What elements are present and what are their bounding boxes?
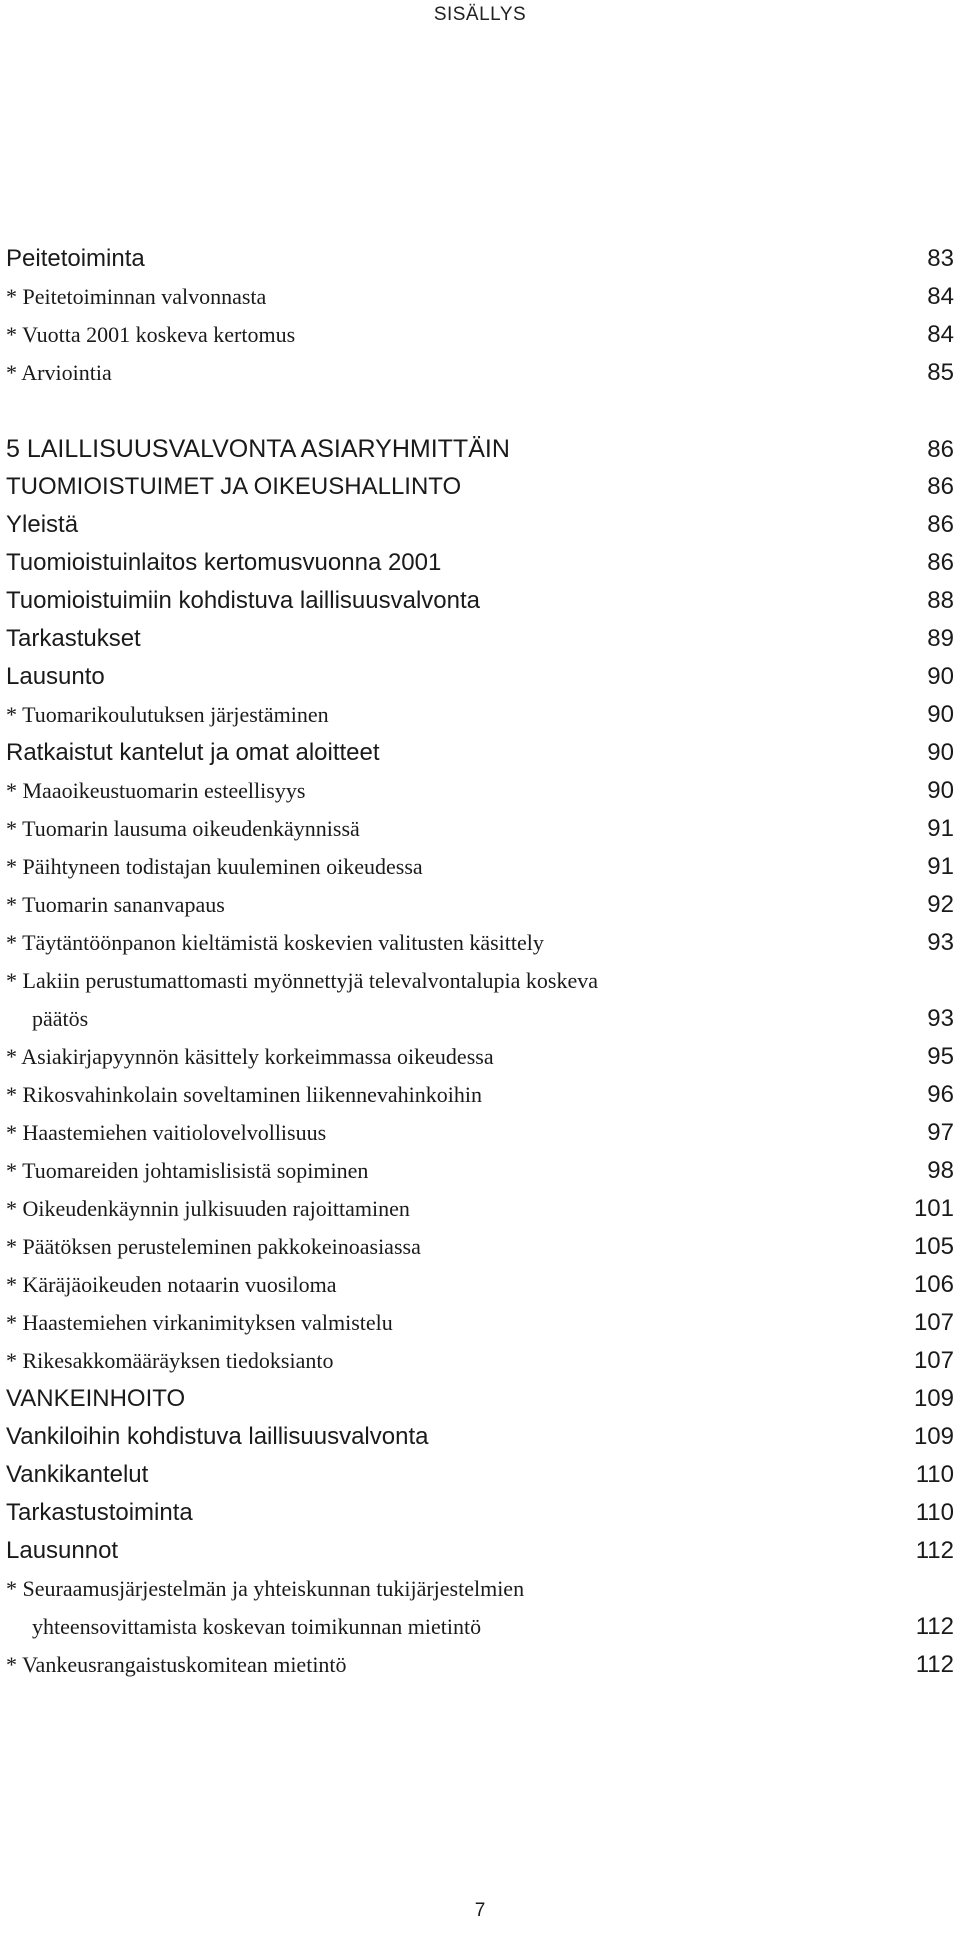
- toc-entry-label: * Maaoikeustuomarin esteellisyys: [6, 778, 306, 803]
- toc-entry-label: * Vuotta 2001 koskeva kertomus: [6, 322, 296, 347]
- toc-entry-label: 5 LAILLISUUSVALVONTA ASIARYHMITTÄIN: [6, 435, 510, 463]
- toc-entry[interactable]: [6, 924, 954, 962]
- toc-entry-page: 93: [927, 1005, 954, 1032]
- toc-entry[interactable]: [6, 506, 954, 544]
- toc-entry[interactable]: [6, 1342, 954, 1380]
- table-of-contents: [6, 240, 954, 1684]
- toc-entry[interactable]: [6, 1304, 954, 1342]
- toc-entry-page: 91: [927, 815, 954, 842]
- toc-entry[interactable]: [6, 240, 954, 278]
- toc-entry[interactable]: [6, 354, 954, 392]
- toc-entry-label: * Tuomareiden johtamislisistä sopiminen: [6, 1158, 369, 1183]
- toc-entry[interactable]: [6, 1570, 954, 1646]
- toc-entry-page: 112: [915, 1537, 954, 1564]
- toc-entry-page: 86: [927, 436, 954, 463]
- toc-entry[interactable]: [6, 1646, 954, 1684]
- toc-entry-label: * Seuraamusjärjestelmän ja yhteiskunnan tukijärjestelmien: [6, 1576, 525, 1601]
- toc-entry-page: 109: [913, 1385, 954, 1412]
- toc-entry-page: 92: [927, 891, 954, 918]
- toc-entry[interactable]: [6, 316, 954, 354]
- toc-entry-page: 110: [915, 1461, 954, 1488]
- toc-entry-page: 95: [927, 1043, 954, 1070]
- toc-entry-label: Vankiloihin kohdistuva laillisuusvalvonta: [6, 1423, 429, 1450]
- toc-entry-label: Tuomioistuimiin kohdistuva laillisuusvalvonta: [6, 587, 480, 614]
- toc-entry-label: * Peitetoiminnan valvonnasta: [6, 284, 267, 309]
- toc-entry-label-continued: päätös: [32, 1006, 89, 1031]
- toc-entry[interactable]: [6, 468, 954, 506]
- toc-entry-page: 84: [927, 321, 954, 348]
- toc-entry-label-continued: yhteensovittamista koskevan toimikunnan mietintö: [32, 1614, 482, 1639]
- toc-entry-label: Peitetoiminta: [6, 245, 145, 272]
- toc-entry-label: * Oikeudenkäynnin julkisuuden rajoittaminen: [6, 1196, 410, 1221]
- toc-entry[interactable]: [6, 848, 954, 886]
- toc-entry-label: * Arviointia: [6, 360, 112, 385]
- toc-entry-label: * Käräjäoikeuden notaarin vuosiloma: [6, 1272, 337, 1297]
- toc-entry-label: * Rikesakkomääräyksen tiedoksianto: [6, 1348, 334, 1373]
- toc-entry[interactable]: [6, 1266, 954, 1304]
- toc-entry-label: Tarkastustoiminta: [6, 1499, 193, 1526]
- toc-entry-page: 86: [927, 549, 954, 576]
- toc-entry[interactable]: [6, 1114, 954, 1152]
- toc-entry[interactable]: [6, 772, 954, 810]
- toc-entry[interactable]: [6, 1532, 954, 1570]
- toc-entry[interactable]: [6, 1418, 954, 1456]
- page-number: 7: [474, 1900, 486, 1921]
- toc-entry-page: 101: [913, 1195, 954, 1222]
- toc-entry-page: 90: [927, 739, 954, 766]
- toc-entry-label: Lausunto: [6, 663, 105, 690]
- toc-entry-label: Lausunnot: [6, 1537, 119, 1564]
- toc-entry[interactable]: [6, 1038, 954, 1076]
- toc-entry-page: 86: [927, 473, 954, 500]
- toc-entry-page: 106: [913, 1271, 954, 1298]
- toc-entry-page: 96: [927, 1081, 954, 1108]
- toc-entry-label: * Täytäntöönpanon kieltämistä koskevien valitusten käsittely: [6, 930, 544, 955]
- toc-entry-page: 86: [927, 511, 954, 538]
- toc-entry-label: * Asiakirjapyynnön käsittely korkeimmassa oikeudessa: [6, 1044, 494, 1069]
- toc-entry[interactable]: [6, 1494, 954, 1532]
- toc-entry[interactable]: [6, 658, 954, 696]
- toc-entry-page: 107: [913, 1309, 954, 1336]
- toc-entry-label: Yleistä: [6, 511, 79, 538]
- toc-entry-page: 97: [927, 1119, 954, 1146]
- toc-entry[interactable]: [6, 1190, 954, 1228]
- toc-entry-label: * Tuomarin sananvapaus: [6, 892, 225, 917]
- toc-entry[interactable]: [6, 886, 954, 924]
- toc-entry-page: 90: [927, 701, 954, 728]
- toc-entry-page: 88: [927, 587, 954, 614]
- toc-entry[interactable]: [6, 696, 954, 734]
- toc-entry[interactable]: [6, 278, 954, 316]
- toc-entry-page: 91: [927, 853, 954, 880]
- toc-entry[interactable]: [6, 1228, 954, 1266]
- toc-entry-page: 83: [927, 245, 954, 272]
- toc-entry-page: 93: [927, 929, 954, 956]
- toc-entry-label: * Haastemiehen virkanimityksen valmistelu: [6, 1310, 393, 1335]
- toc-entry-page: 90: [927, 777, 954, 804]
- page-footer: [0, 1900, 960, 1922]
- toc-entry-page: 105: [913, 1233, 954, 1260]
- toc-entry-page: 89: [927, 625, 954, 652]
- toc-entry-page: 98: [927, 1157, 954, 1184]
- toc-entry-label: Tuomioistuinlaitos kertomusvuonna 2001: [6, 549, 442, 576]
- toc-entry-page: 112: [915, 1651, 954, 1678]
- toc-entry-page: 109: [913, 1423, 954, 1450]
- toc-entry-page: 107: [913, 1347, 954, 1374]
- toc-entry-label: Vankikantelut: [6, 1461, 149, 1488]
- toc-entry[interactable]: [6, 734, 954, 772]
- toc-entry[interactable]: [6, 1456, 954, 1494]
- toc-entry-label: * Päihtyneen todistajan kuuleminen oikeudessa: [6, 854, 423, 879]
- toc-entry-page: 90: [927, 663, 954, 690]
- toc-entry[interactable]: [6, 962, 954, 1038]
- toc-entry-label: * Päätöksen perusteleminen pakkokeinoasiassa: [6, 1234, 421, 1259]
- toc-entry-label: Ratkaistut kantelut ja omat aloitteet: [6, 739, 380, 766]
- toc-entry[interactable]: [6, 1380, 954, 1418]
- toc-entry-page: 85: [927, 359, 954, 386]
- toc-entry-label: VANKEINHOITO: [6, 1385, 186, 1412]
- toc-entry-label: * Lakiin perustumattomasti myönnettyjä televalvontalupia koskeva: [6, 968, 599, 993]
- toc-entry-label: * Vankeusrangaistuskomitean mietintö: [6, 1652, 347, 1677]
- toc-entry-label: * Tuomarin lausuma oikeudenkäynnissä: [6, 816, 360, 841]
- toc-entry-page: 110: [915, 1499, 954, 1526]
- toc-entry-page: 112: [915, 1613, 954, 1640]
- toc-entry-label: * Rikosvahinkolain soveltaminen liikennevahinkoihin: [6, 1082, 482, 1107]
- toc-entry-label: * Haastemiehen vaitiolovelvollisuus: [6, 1120, 327, 1145]
- page-header: [0, 0, 960, 30]
- toc-entry[interactable]: [6, 544, 954, 582]
- toc-entry[interactable]: [6, 620, 954, 658]
- toc-entry-label: Tarkastukset: [6, 625, 141, 652]
- toc-spacer: [6, 392, 954, 430]
- toc-entry-page: 84: [927, 283, 954, 310]
- toc-entry[interactable]: [6, 1076, 954, 1114]
- toc-entry[interactable]: [6, 810, 954, 848]
- toc-entry-label: * Tuomarikoulutuksen järjestäminen: [6, 702, 329, 727]
- toc-entry[interactable]: [6, 582, 954, 620]
- header-title: SISÄLLYS: [433, 4, 527, 25]
- toc-entry[interactable]: [6, 430, 954, 468]
- toc-entry-label: TUOMIOISTUIMET JA OIKEUSHALLINTO: [6, 473, 462, 500]
- toc-entry[interactable]: [6, 1152, 954, 1190]
